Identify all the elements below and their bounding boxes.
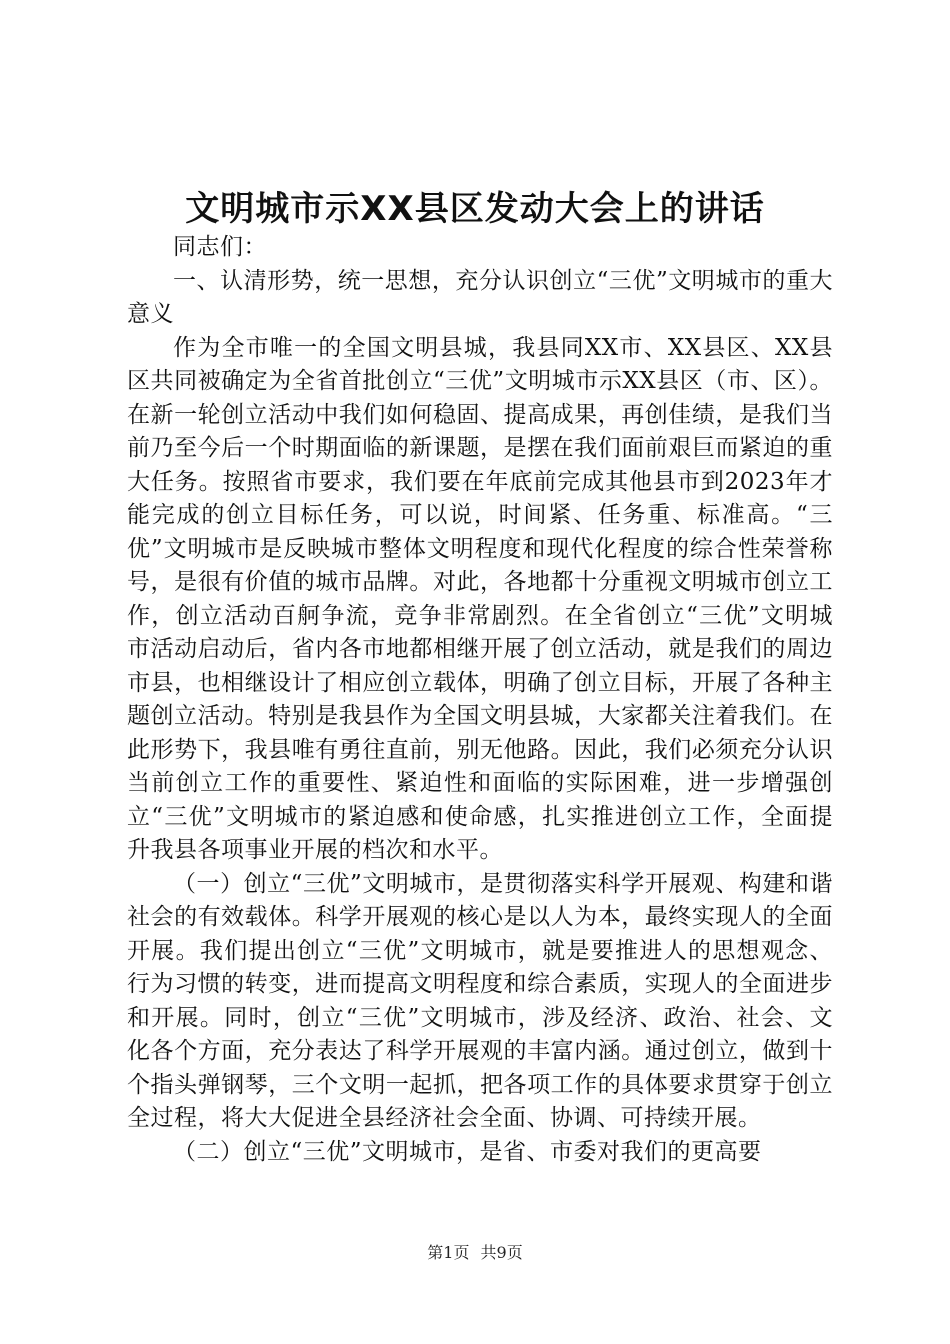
- document-title: 文明城市示XX县区发动大会上的讲话: [185, 189, 765, 229]
- page-number: 第1页: [427, 1243, 470, 1262]
- document-body: [127, 231, 833, 1169]
- body-paragraph: 作为全市唯一的全国文明县城，我县同XX市、XX县区、XX县区共同被确定为全省首批创立“三优”文明城市示XX县区（市、区）。在新一轮创立活动中我们如何稳固、提高成果，再创佳绩，是我们当前乃至今后一个时期面临的新课题，是摆在我们面前艰巨而紧迫的重大任务。按照省市要求，我们要在年底前完成其他县市到2023年才能完成的创立目标任务，可以说，时间紧、任务重、标准高。“三优”文明城市是反映城市整体文明程度和现代化程度的综合性荣誉称号，是很有价值的城市品牌。对此，各地都十分重视文明城市创立工作，创立活动百舸争流，竞争非常剧烈。在全省创立“三优”文明城市活动启动后，省内各市地都相继开展了创立活动，就是我们的周边市县，也相继设计了相应创立载体，明确了创立目标，开展了各种主题创立活动。特别是我县作为全国文明县城，大家都关注着我们。在此形势下，我县唯有勇往直前，别无他路。因此，我们必须充分认识当前创立工作的重要性、紧迫性和面临的实际困难，进一步增强创立“三优”文明城市的紧迫感和使命感，扎实推进创立工作，全面提升我县各项事业开展的档次和水平。: [127, 334, 833, 863]
- page-footer: [0, 1242, 950, 1264]
- section-heading-paragraph: 一、认清形势，统一思想，充分认识创立“三优”文明城市的重大意义: [127, 267, 833, 327]
- page-total: 共9页: [480, 1243, 523, 1262]
- body-paragraph: （二）创立“三优”文明城市，是省、市委对我们的更高要: [173, 1138, 762, 1165]
- body-paragraph: （一）创立“三优”文明城市，是贯彻落实科学开展观、构建和谐社会的有效载体。科学开展观的核心是以人为本，最终实现人的全面开展。我们提出创立“三优”文明城市，就是要推进人的思想观念、行为习惯的转变，进而提高文明程度和综合素质，实现人的全面进步和开展。同时，创立“三优”文明城市，涉及经济、政治、社会、文化各个方面，充分表达了科学开展观的丰富内涵。通过创立，做到十个指头弹钢琴，三个文明一起抓，把各项工作的具体要求贯穿于创立全过程，将大大促进全县经济社会全面、协调、可持续开展。: [127, 870, 833, 1131]
- salutation-paragraph: 同志们：: [173, 234, 267, 260]
